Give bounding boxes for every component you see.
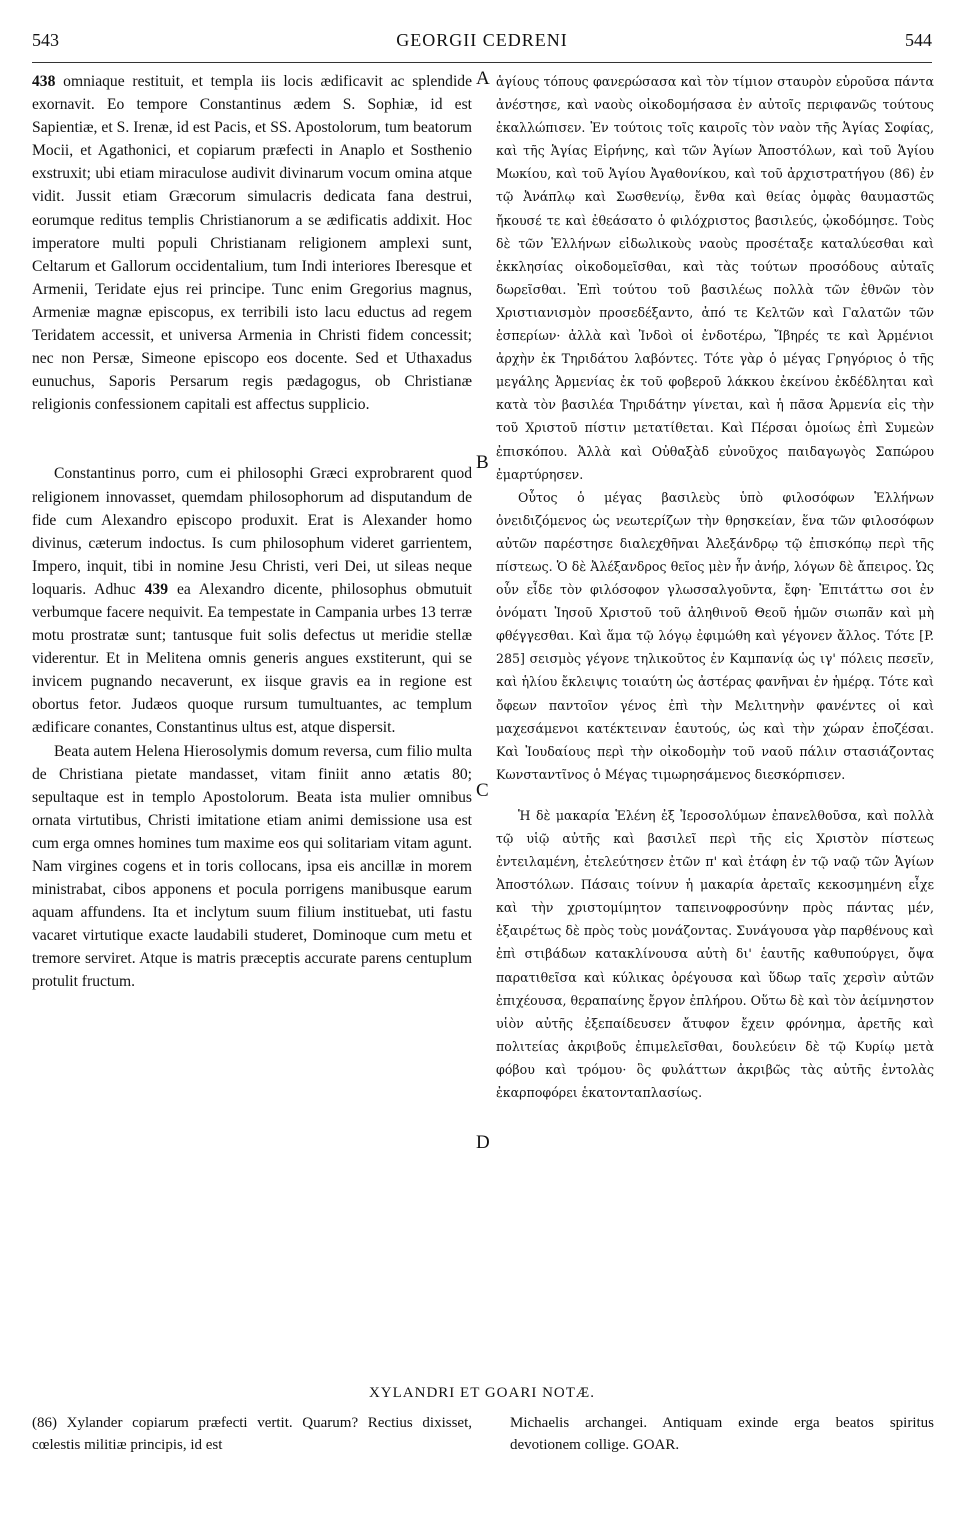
latin-text: Constantinus porro, cum ei philosophi Græci exprobrarent quod religionem innovasset, quemdam philosophorum ad disputandum de fide cum Alexandro episcopo produxit. Erat is Alexander homo divinus, cæterum indoctus. Is cum philosophum videret garrientem, Impero, inquit, tibi in nomine Jesu Christi, veri Dei, ut sileas neque loquaris. Adhuc [32, 465, 472, 598]
greek-paragraph-2: Οὗτος ὁ μέγας βασιλεὺς ὑπὸ φιλοσόφων Ἑλλήνων ὀνειδιζόμενος ὡς νεωτερίζων τὴν θρησκείαν, ἕνα τῶν φιλοσόφων αὐτῶν παρέστησε διαλεχθῆναι Ἀλεξάνδρῳ τῷ ἐπισκόπῳ περὶ τῆς πίστεως. Ὁ δὲ Ἀλέξανδρος θεῖος μὲν ἦν ἀνήρ, λόγων δὲ ἄπειρος. Ὡς οὖν εἶδε τὸν φιλόσοφον γλωσσαλγοῦντα, ἔφη· Ἐπιτάττω σοι ἐν ὀνόματι Ἰησοῦ Χριστοῦ τοῦ ἀληθινοῦ Θεοῦ ἡμῶν σιωπᾶν καὶ μὴ φθέγγεσθαι. Καὶ ἅμα τῷ λόγῳ ἐφιμώθη καὶ γέγονεν ἄλλος. Τότε [P. 285] σεισμὸς γέγονε τηλικοῦτος ἐν Καμπανίᾳ ὡς ιγ' πόλεις πεσεῖν, καὶ ἡλίου ἔκλειψις τοιαύτη ὡς ἀστέρας φανῆναι ἐν ἡμέρᾳ. Τότε καὶ ὄφεων παντοῖον γένος ἐπὶ τὴν Μελιτηνὴν φανέντες οἱ καὶ μαχεσάμενοι κατέκτειναν ἑαυτούς, ὡς καὶ τὴν χώραν ἐποζέσαι. Καὶ Ἰουδαίους περὶ τὴν οἰκοδομὴν τοῦ ναοῦ πάλιν στασιάζοντας Κωνσταντῖνος ὁ Μέγας τιμωρησάμενος διεσκόρπισεν. [496, 489, 934, 782]
running-title: GEORGII CEDRENI [396, 30, 568, 50]
note-left: (86) Xylander copiarum præfecti vertit. Quarum? Rectius dixisset, cœlestis militiæ principis, id est [32, 1415, 472, 1453]
latin-column [32, 70, 472, 994]
latin-paragraph-2 [32, 462, 472, 739]
page-header [32, 30, 932, 56]
chapter-number: 439 [144, 580, 169, 598]
notes-title: XYLANDRI ET GOARI NOTÆ. [368, 1385, 596, 1401]
header-rule [32, 62, 932, 63]
page-number-left: 543 [32, 30, 59, 50]
section-marker-a: A [476, 68, 490, 89]
chapter-number: 438 [32, 73, 56, 90]
greek-paragraph-3: Ἡ δὲ μακαρία Ἑλένη ἐξ Ἱεροσολύμων ἐπανελθοῦσα, καὶ πολλὰ τῷ υἱῷ αὐτῆς καὶ βασιλεῖ περὶ τῆς εἰς Χριστὸν πίστεως ἐντειλαμένη, ἐτελεύτησεν ἐτῶν π' καὶ ἐτάφη ἐν τῷ ναῷ τῶν Ἁγίων Ἀποστόλων. Πάσαις τοίνυν ἡ μακαρία ἀρεταῖς κεκοσμημένη εἶχε καὶ τὴν χριστομίμητον ταπεινοφροσύνην πρὸς πάντας μέν, ἐξαιρέτως δὲ πρὸς τοὺς μονάζοντας. Συνάγουσα γὰρ παρθένους καὶ ἐπὶ στιβάδων κατακλίνουσα αὐτὴ δι' ἑαυτῆς καθυπούργει, ὄψα παρατιθεῖσα καὶ κύλικας ὀρέγουσα καὶ ὕδωρ ταῖς χερσὶν αὐτῶν ἐπιχέουσα, θεραπαίνης ἔργον ἐπλήρου. Οὕτω δὲ καὶ τὸν ἀείμνηστον υἱὸν αὐτῆς ἐξεπαίδευσεν ἄτυφον ἔχειν φρόνημα, ἀρετῆς καὶ πολιτείας ἀκριβοῦς ἐπιμελεῖσθαι, δουλεύειν δὲ τῷ Κυρίῳ μετὰ φόβου καὶ τρόμου· ὃς φυλάττων ἀκριβῶς τὰς αὐτῆς ἐντολὰς ἐκαρποφόρει ἑκατονταπλασίως. [496, 807, 934, 1101]
section-marker-b: B [476, 452, 489, 473]
latin-text: ea Alexandro dicente, philosophus obmutuit verbumque facere nequivit. Ea tempestate in Campania urbes 13 terræ motu prostratæ sunt; tantusque fuit solis defectus ut meridie stellæ viderentur. Et in Melitena omnis generis angues exstiterunt, qui se invicem pugnando necaverunt, ex iisque gravis ea in regione est obortus fetor. Judæos quoque rursum tumultuantes, ac templum ædificare conantes, Constantinus ultus est, atque dispersit. [32, 580, 472, 737]
note-right: Michaelis archangei. Antiquam exinde erga beatos spiritus devotionem collige. GOAR. [510, 1415, 934, 1453]
latin-paragraph-3 [32, 740, 472, 994]
greek-paragraph-1: ἁγίους τόπους φανερώσασα καὶ τὸν τίμιον σταυρὸν εὑροῦσα πάντα ἀνέστησε, καὶ ναοὺς οἰκοδομήσασα ἐν αὐτοῖς περιφανῶς τούτους ἐκαλλώπισεν. Ἐν τούτοις τοῖς καιροῖς τὸν ναὸν τῆς Ἁγίας Σοφίας, καὶ τῆς Ἁγίας Εἰρήνης, καὶ τῶν Ἁγίων Ἀποστόλων, καὶ τοῦ Ἁγίου Μωκίου, καὶ τοῦ Ἁγίου Ἀγαθονίκου, καὶ τοῦ ἀρχιστρατήγου (86) ἐν τῷ Ἀνάπλῳ καὶ Σωσθενίῳ, ἔνθα καὶ θείας ὀμφὰς θαυμαστῶς ἤκουσέ τε καὶ ἐθεάσατο ὁ φιλόχριστος βασιλεύς, ᾠκοδόμησε. Τοὺς δὲ τῶν Ἑλλήνων εἰδωλικοὺς ναοὺς προσέταξε καταλύεσθαι καὶ ἐκκλησίας οἰκοδομεῖσθαι, καὶ τὰς τούτων προσόδους αὐταῖς δωρεῖσθαι. Ἐπὶ τούτου τοῦ βασιλέως πολλὰ τῶν ἐθνῶν τὸν Χριστιανισμὸν προσεδέξαντο, ἀπό τε Κελτῶν καὶ Γαλατῶν τῶν ἑσπερίων· ἀλλὰ καὶ Ἰνδοὶ οἱ ἐνδοτέρω, Ἴβηρές τε καὶ Ἀρμένιοι ἀρχὴν ἐκ Τηριδάτου λαβόντες. Τότε γὰρ ὁ μέγας Γρηγόριος ὁ τῆς μεγάλης Ἀρμενίας ἐκ τοῦ φοβεροῦ λάκκου ἐκείνου ἐκδέδληται καὶ κατὰ τὸν βασιλέα Τηριδάτην γίνεται, καὶ ἡ πᾶσα Ἀρμενία εἰς τὴν τοῦ Χριστοῦ πίστιν μετατίθεται. Καὶ Πέρσαι ὁμοίως ἐπὶ Συμεὼν ἐπισκόπου. Ἀλλὰ καὶ Οὐθαξὰδ εὐνοῦχος παιδαγωγὸς Σαπώρου ἐμαρτύρησεν. [496, 74, 934, 482]
section-marker-d: D [476, 1132, 490, 1153]
latin-text: Beata autem Helena Hierosolymis domum reversa, cum filio multa de Christiana pietate mandasset, vitam finiit anno ætatis 80; sepultaque est in templo Apostolorum. Beata ista mulier omnibus ornata virtutibus, Christi imitatione etiam animi demissione usa est cum erga omnes homines tum maxime eos qui solitariam vitam agunt. Nam virgines cogens et in toris collocans, ipsa eis ancillæ in morem ministrabat, cibos apponens et pocula porrigens manibusque earum aquam affundens. Ita et inclytum suum filium instituebat, uti fastu vacaret virtutique exacte laudabili studeret, Dominoque cum metu et tremore serviret. Atque is matris præceptis accurate parens centuplum protulit fructum. [32, 742, 472, 991]
greek-column [496, 70, 934, 1104]
section-marker-c: C [476, 780, 489, 801]
page-number-right: 544 [905, 30, 932, 50]
latin-paragraph-1 [32, 70, 472, 416]
latin-text: omniaque restituit, et templa iis locis ædificavit ac splendide exornavit. Eo tempore Constantinus ædem S. Sophiæ, id est Sapientiæ, et S. Irenæ, id est Pacis, et SS. Apostolorum, tum beatorum Mocii, et Agathonici, et copiarum præfecti in Anaplo et Sosthenio exstruxit; ubi etiam miraculose audivit divinarum vocum omina atque vidit. Jussit etiam Græcorum simulacris dedicata fana destrui, eorumque reditus templis Christianorum a se ædificatis addixit. Hoc imperatore multi populi Christianam religionem amplexi sunt, Celtarum et Gallorum occidentalium, tum Indi interiores Iberesque et Armenii, Teridate ejus rei principe. Tunc enim Gregorius magnus, Armeniæ magnæ episcopus, ex terribili isto lacu eductus ad regem Teridatem accessit, et universa Armenia in Christi fidem concessit; nec non Persæ, Simeone episcopo eos docente. Sed et Uthaxadus eunuchus, Saporis Persarum regis pædagogus, ob Christianæ religionis confessionem capitali est affectus supplicio. [32, 73, 472, 414]
